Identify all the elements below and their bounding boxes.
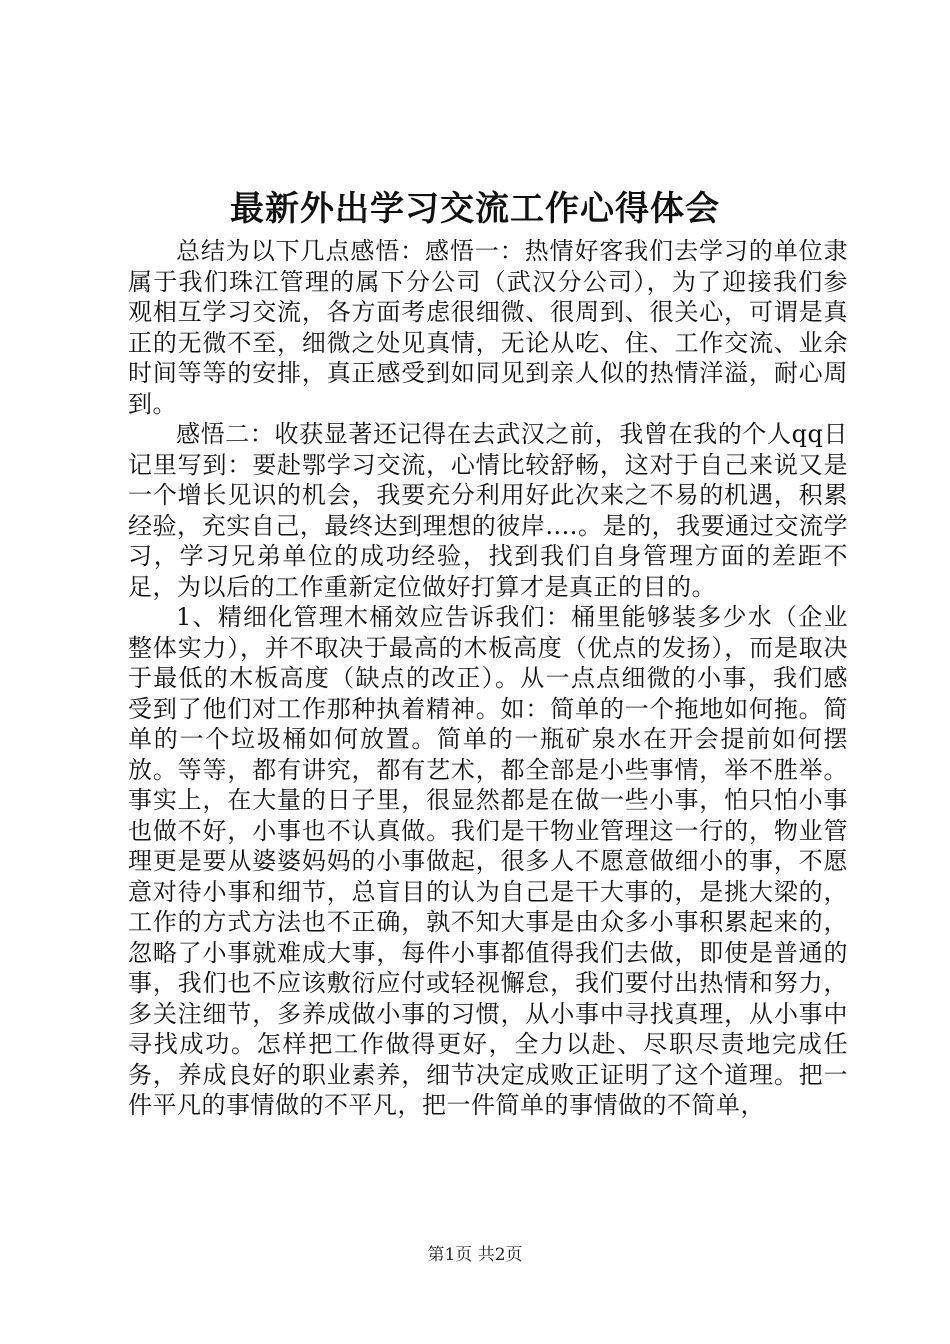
paragraph-insight-two: 感悟二：收获显著还记得在去武汉之前，我曾在我的个人qq日记里写到：要赴鄂学习交流，心情比较舒畅，这对于自己来说又是一个增长见识的机会，我要充分利用好此次来之不易的机遇，积累经验，充实自己，最终达到理想的彼岸....。是的，我要通过交流学习，学习兄弟单位的成功经验，找到我们自身管理方面的差距不足，为以后的工作重新定位做好打算才是真正的目的。 — [128, 420, 848, 601]
paragraph-refined-management: 1、精细化管理木桶效应告诉我们：桶里能够装多少水（企业整体实力），并不取决于最高的木板高度（优点的发扬），而是取决于最低的木板高度（缺点的改正）。从一点点细微的小事，我们感受到了他们对工作那种执着精神。如：简单的一个拖地如何拖。简单的一个垃圾桶如何放置。简单的一瓶矿泉水在开会提前如何摆放。等等，都有讲究，都有艺术，都全部是小些事情，举不胜举。事实上，在大量的日子里，很显然都是在做一些小事，怕只怕小事也做不好，小事也不认真做。我们是干物业管理这一行的，物业管理更是要从婆婆妈妈的小事做起，很多人不愿意做细小的事，不愿意对待小事和细节，总盲目的认为自己是干大事的，是挑大梁的，工作的方式方法也不正确，孰不知大事是由众多小事积累起来的，忽略了小事就难成大事，每件小事都值得我们去做，即使是普通的事，我们也不应该敷衍应付或轻视懈怠，我们要付出热情和努力，多关注细节，多养成做小事的习惯，从小事中寻找真理，从小事中寻找成功。怎样把工作做得更好，全力以赴、尽职尽责地完成任务，养成良好的职业素养，细节决定成败正证明了这个道理。把一件平凡的事情做的不平凡，把一件简单的事情做的不简单， — [128, 603, 848, 1119]
paragraph-insight-one: 总结为以下几点感悟：感悟一：热情好客我们去学习的单位隶属于我们珠江管理的属下分公司（武汉分公司），为了迎接我们参观相互学习交流，各方面考虑很细微、很周到、很关心，可谓是真正的无微不至，细微之处见真情，无论从吃、住、工作交流、业余时间等等的安排，真正感受到如同见到亲人似的热情洋溢，耐心周到。 — [128, 237, 848, 418]
page-number-footer: 第1页 共2页 — [427, 1245, 523, 1265]
document-title: 最新外出学习交流工作心得体会 — [230, 189, 720, 229]
document-body — [128, 236, 848, 1121]
